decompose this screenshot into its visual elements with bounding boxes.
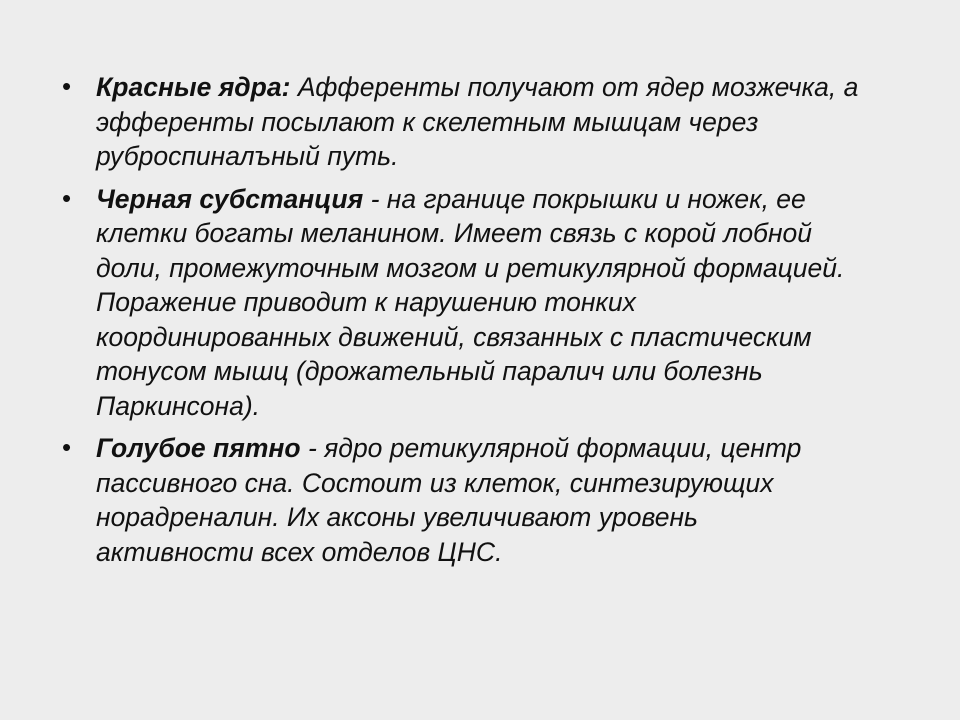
bullet-list bbox=[62, 70, 862, 577]
bullet-text: ядро ретикулярной формации, центр пассивного сна. Состоит из клеток, синтезирующих норадреналин. Их аксоны увеличивают уровень активности всех отделов ЦНС. bbox=[96, 433, 802, 567]
bullet-term: Черная субстанция bbox=[96, 183, 364, 214]
bullet-item-red-nuclei bbox=[62, 70, 862, 174]
bullet-item-substantia-nigra bbox=[62, 182, 862, 424]
bullet-dot-icon: • bbox=[62, 71, 72, 101]
bullet-separator: - bbox=[363, 183, 387, 214]
bullet-dot-icon: • bbox=[62, 182, 72, 213]
bullet-term: Голубое пятно bbox=[96, 433, 301, 463]
bullet-item-locus-coeruleus bbox=[62, 431, 862, 569]
bullet-dot-icon: • bbox=[62, 432, 72, 462]
bullet-separator: - bbox=[300, 433, 325, 463]
bullet-text: Афференты получают от ядер мозжечка, а эфференты посылают к скелетным мышцам через руброспиналъный путь. bbox=[96, 72, 859, 171]
bullet-text: на границе покрышки и ножек, ее клетки богаты меланином. Имеет связь с корой лобной доли, промежуточным мозгом и ретикулярной формацией. Поражение приводит к нарушению тонких координированных движений, связанных с пластическим тонусом мышц (дрожательный паралич или болезнь Паркинсона). bbox=[96, 183, 845, 421]
bullet-term: Красные ядра: bbox=[96, 72, 291, 102]
bullet-separator bbox=[290, 72, 297, 102]
